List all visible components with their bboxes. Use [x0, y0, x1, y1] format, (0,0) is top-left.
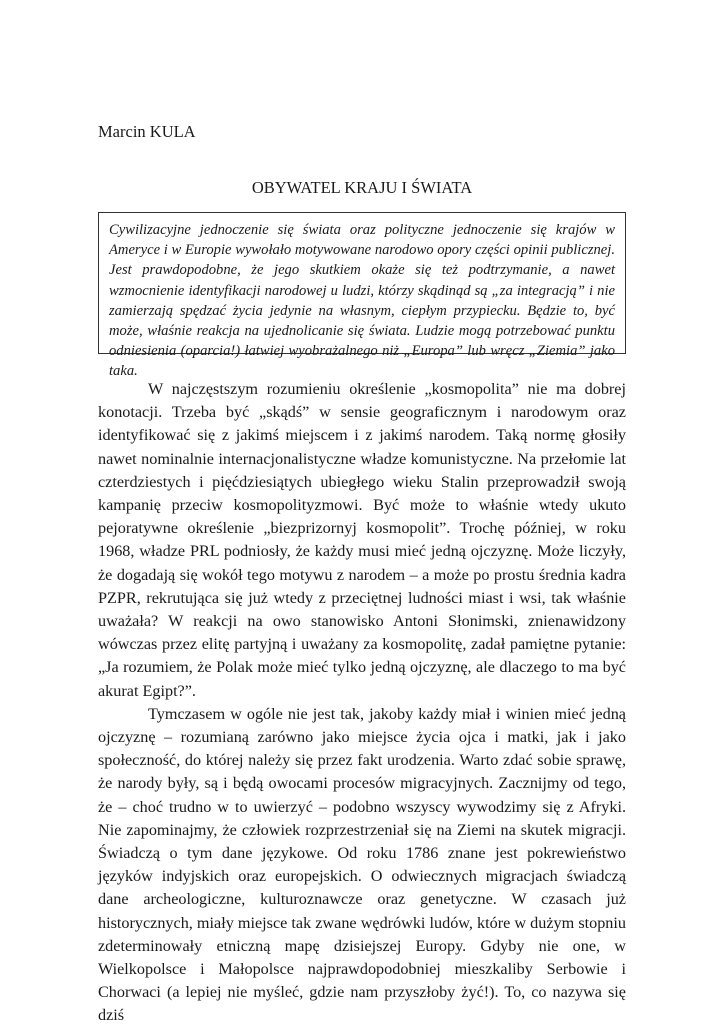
article-body: [98, 378, 626, 1028]
article-title: OBYWATEL KRAJU I ŚWIATA: [251, 178, 473, 197]
abstract-box: [98, 212, 626, 380]
abstract-text: Cywilizacyjne jednoczenie się świata oraz polityczne jednoczenie się krajów w Ameryce i w Europie wywołało motywowane narodowo opory części opinii publicznej. Jest prawdopodobne, że jego skutkiem okaże się też podtrzymanie, a nawet wzmocnienie identyfikacji narodowej u ludzi, którzy skądinąd są „za integracją” i nie zamierzają spędzać życia jedynie na własnym, ciepłym przypiecku. Będzie to, być może, właśnie reakcja na ujednolicanie się świata. Ludzie mogą potrzebować punktu odniesienia (oparcia!) łatwiej wyobrażalnego niż „Europa” lub wręcz „Ziemia” jako taka.: [109, 222, 615, 380]
body-paragraph-1: W najczęstszym rozumieniu określenie „kosmopolita” nie ma dobrej konotacji. Trzeba być „skądś” w sensie geograficznym i narodowym oraz identyfikować się z jakimś miejscem i z jakimś narodem. Taką normę głosiły nawet nominalnie internacjonalistyczne władze komunistyczne. Na przełomie lat czterdziestych i pięćdziesiątych ubiegłego wieku Stalin przeprowadził swoją kampanię przeciw kosmopolityzmowi. Być może to właśnie wtedy ukuto pejoratywne określenie „biezprizornyj kosmopolit”. Trochę później, w roku 1968, władze PRL podniosły, że każdy musi mieć jedną ojczyznę. Może liczyły, że dogadają się wokół tego motywu z narodem – a może po prostu średnia kadra PZPR, rekrutująca się już wtedy z przeciętnej ludności miast i wsi, tak właśnie uważała? W reakcji na owo stanowisko Antoni Słonimski, znienawidzony wówczas przez elitę partyjną i uważany za kosmopolitę, zadał pamiętne pytanie: „Ja rozumiem, że Polak może mieć tylko jedną ojczyznę, ale dlaczego to ma być akurat Egipt?”.: [98, 380, 626, 700]
author-name: Marcin KULA: [98, 122, 196, 141]
body-paragraph-2: Tymczasem w ogóle nie jest tak, jakoby każdy miał i winien mieć jedną ojczyznę – rozumianą zarówno jako miejsce życia ojca i matki, jak i jako społeczność, do której należy się przez fakt urodzenia. Warto zdać sobie sprawę, że narody były, są i będą owocami procesów migracyjnych. Zacznijmy od tego, że – choć trudno w to uwierzyć – podobno wszyscy wywodzimy się z Afryki. Nie zapominajmy, że człowiek rozprzestrzeniał się na Ziemi na skutek migracji. Świadczą o tym dane językowe. Od roku 1786 znane jest pokrewieństwo języków indyjskich oraz europejskich. O odwiecznych migracjach świadczą dane archeologiczne, kulturoznawcze oraz genetyczne. W czasach już historycznych, miały miejsce tak zwane wędrówki ludów, które w dużym stopniu zdeterminowały etniczną mapę dzisiejszej Europy. Gdyby nie one, w Wielkopolsce i Małopolsce najprawdopodobniej mieszkaliby Serbowie i Chorwaci (a lepiej nie myśleć, gdzie nam przyszłoby żyć!). To, co nazywa się dziś: [98, 704, 626, 1025]
